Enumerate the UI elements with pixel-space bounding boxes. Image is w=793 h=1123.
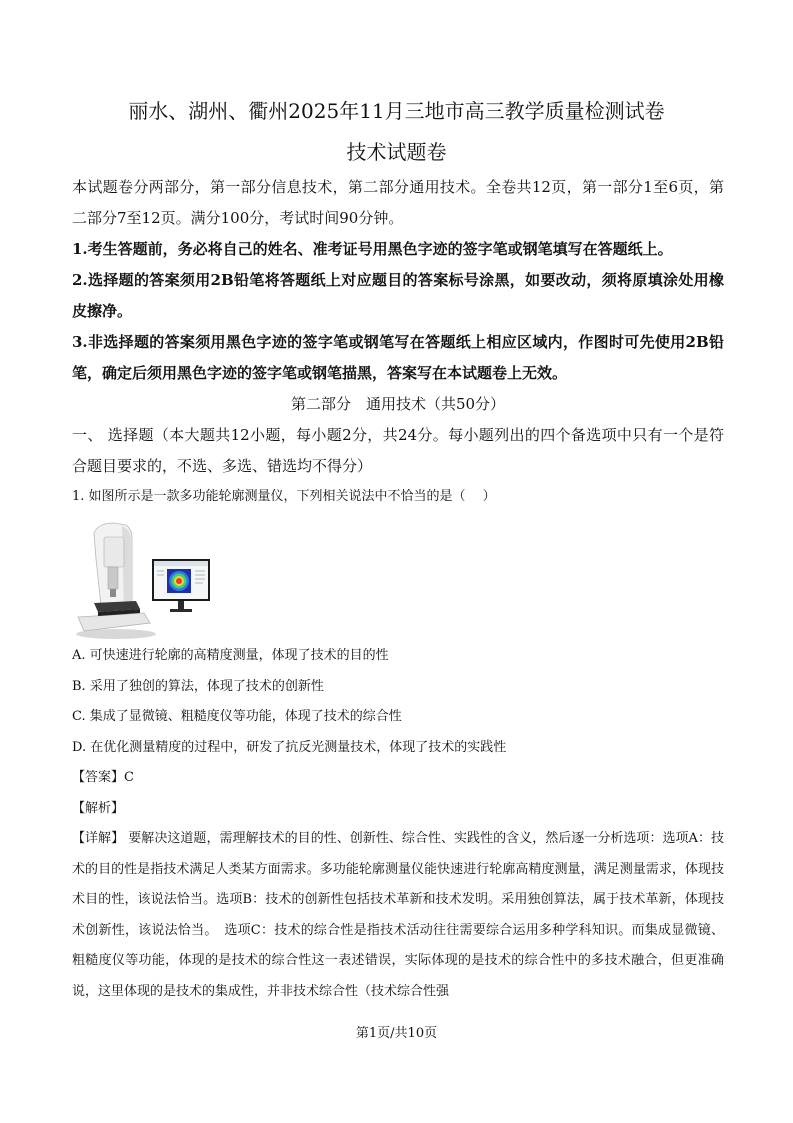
option-a: A. 可快速进行轮廓的高精度测量，体现了技术的目的性 xyxy=(72,648,389,663)
detailed-explanation: 【详解】 要解决这道题，需理解技术的目的性、创新性、综合性、实践性的含义，然后逐一分析选项：选项A：技术的目的性是指技术满足人类某方面需求。多功能轮廓测量仪能快速进行轮廓高精度测量，满足测量需求，体现技术目的性，该说法恰当。选项B：技术的创新性包括技术革新和技术发明。采用独创算法，属于技术革新，体现技术创新性，该说法恰当。 选项C：技术的综合性是指技术活动往往需要综合运用多种学科知识。而集成显微镜、粗糙度仪等功能，体现的是技术的综合性这一表述错误，实际体现的是技术的综合性中的多技术融合，但更准确说，这里体现的是技术的集成性，并非技术综合性（技术综合性强 xyxy=(72,831,724,999)
instruction-item-2: 2.选择题的答案须用2B铅笔将答题纸上对应题目的答案标号涂黑，如要改动，须将原填涂处用橡皮擦净。 xyxy=(72,271,724,320)
option-d: D. 在优化测量精度的过程中，研发了抗反光测量技术，体现了技术的实践性 xyxy=(72,739,507,755)
answer-label: 【答案】C xyxy=(72,770,134,785)
option-c: C. 集成了显微镜、粗糙度仪等功能，体现了技术的综合性 xyxy=(72,709,402,724)
profile-measuring-instrument-image xyxy=(74,519,224,644)
instruction-item-3: 3.非选择题的答案须用黑色字迹的签字笔或钢笔写在答题纸上相应区域内，作图时可先使用2B铅笔，确定后须用黑色字迹的签字笔或钢笔描黑，答案写在本试题卷上无效。 xyxy=(72,333,724,382)
question-1-body xyxy=(72,641,724,1007)
instructions-intro: 本试题卷分两部分，第一部分信息技术，第二部分通用技术。全卷共12页，第一部分1至6页，第二部分7至12页。满分100分，考试时间90分钟。 xyxy=(72,178,724,227)
instrument-figure xyxy=(74,519,224,644)
section-heading: 一、 选择题（本大题共12小题，每小题2分，共24分。每小题列出的四个备选项中只有一个是符合题目要求的，不选、多选、错选均不得分） xyxy=(72,426,724,475)
exam-title: 丽水、湖州、衢州2025年11月三地市高三教学质量检测试卷 xyxy=(128,99,665,123)
page-number: 第1页/共10页 xyxy=(355,1026,438,1041)
question-stem: 1. 如图所示是一款多功能轮廓测量仪，下列相关说法中不恰当的是（ ） xyxy=(72,489,496,504)
instruction-item-1: 1.考生答题前，务必将自己的姓名、准考证号用黑色字迹的签字笔或钢笔填写在答题纸上。 xyxy=(72,240,673,258)
option-b: B. 采用了独创的算法，体现了技术的创新性 xyxy=(72,678,324,694)
instructions-block xyxy=(72,172,724,513)
analysis-label: 【解析】 xyxy=(72,800,125,816)
part-title: 第二部分 通用技术（共50分） xyxy=(290,395,506,413)
exam-subtitle: 技术试题卷 xyxy=(346,140,447,164)
